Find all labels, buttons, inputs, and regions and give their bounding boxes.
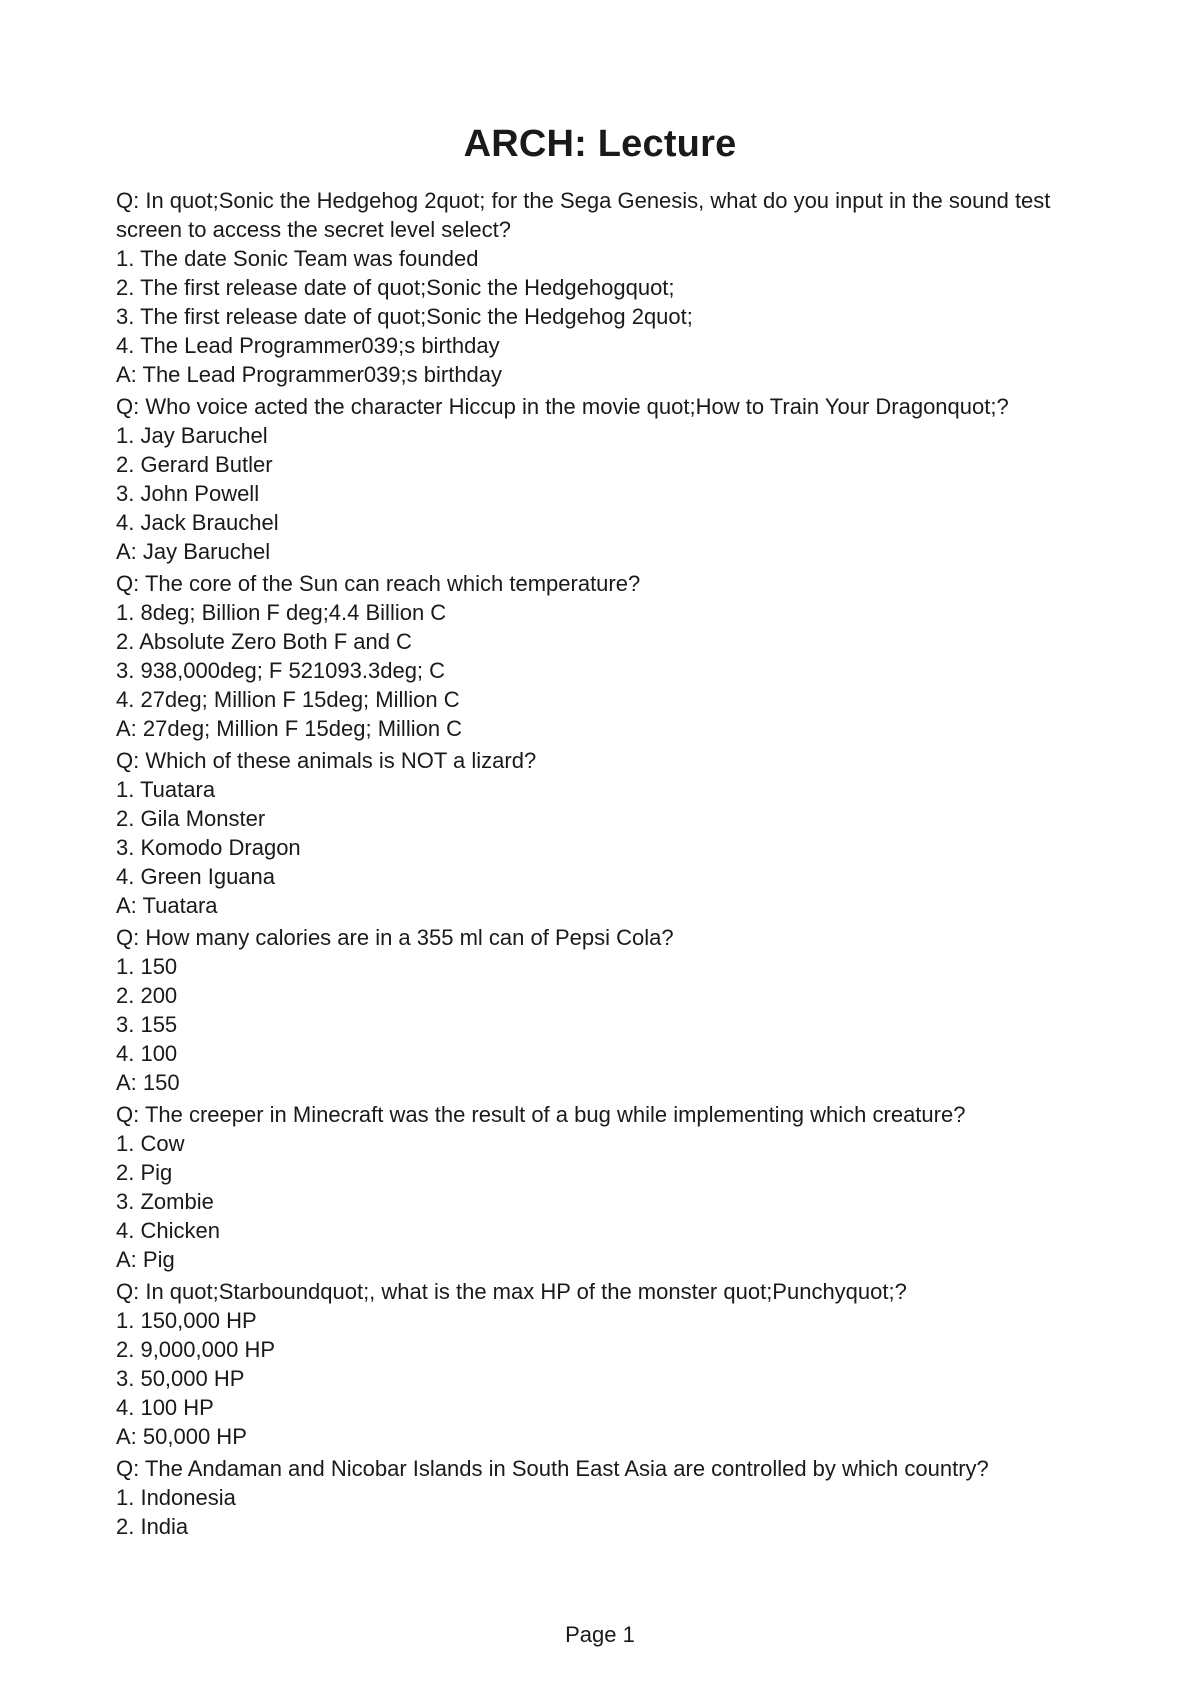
answer-option: 1. Cow: [116, 1131, 185, 1156]
correct-answer: A: The Lead Programmer039;s birthday: [116, 362, 503, 387]
answer-option: 4. 100: [116, 1041, 178, 1066]
question-text: Q: In quot;Starboundquot;, what is the max HP of the monster quot;Punchyquot;?: [116, 1279, 907, 1304]
answer-option: 1. Jay Baruchel: [116, 423, 268, 448]
answer-option: 3. 938,000deg; F 521093.3deg; C: [116, 658, 446, 683]
question-text: Q: The creeper in Minecraft was the result of a bug while implementing which creature?: [116, 1102, 966, 1127]
correct-answer: A: Tuatara: [116, 893, 218, 918]
qa-block: [116, 569, 1096, 743]
qa-list: [116, 186, 1096, 1541]
answer-option: 1. Tuatara: [116, 777, 216, 802]
answer-option: 3. John Powell: [116, 481, 260, 506]
qa-block: [116, 1100, 1096, 1274]
answer-option: 3. The first release date of quot;Sonic the Hedgehog 2quot;: [116, 304, 693, 329]
correct-answer: A: 27deg; Million F 15deg; Million C: [116, 716, 463, 741]
answer-option: 2. Gila Monster: [116, 806, 266, 831]
question-text: Q: How many calories are in a 355 ml can of Pepsi Cola?: [116, 925, 674, 950]
correct-answer: A: Pig: [116, 1247, 175, 1272]
qa-block: [116, 923, 1096, 1097]
answer-option: 1. 150,000 HP: [116, 1308, 257, 1333]
answer-option: 4. Jack Brauchel: [116, 510, 279, 535]
answer-option: 1. Indonesia: [116, 1485, 236, 1510]
qa-block: [116, 1454, 1096, 1541]
page-number: Page 1: [565, 1622, 635, 1647]
qa-block: [116, 746, 1096, 920]
answer-option: 3. Komodo Dragon: [116, 835, 301, 860]
answer-option: 2. Pig: [116, 1160, 173, 1185]
answer-option: 4. The Lead Programmer039;s birthday: [116, 333, 500, 358]
answer-option: 4. 100 HP: [116, 1395, 214, 1420]
answer-option: 3. 155: [116, 1012, 178, 1037]
document-title: ARCH: Lecture: [463, 123, 737, 165]
answer-option: 4. Chicken: [116, 1218, 220, 1243]
question-text: Q: Which of these animals is NOT a lizard?: [116, 748, 537, 773]
correct-answer: A: Jay Baruchel: [116, 539, 271, 564]
correct-answer: A: 150: [116, 1070, 180, 1095]
question-text: Q: Who voice acted the character Hiccup in the movie quot;How to Train Your Dragonquot;?: [116, 394, 1009, 419]
answer-option: 2. Absolute Zero Both F and C: [116, 629, 412, 654]
answer-option: 2. 9,000,000 HP: [116, 1337, 276, 1362]
qa-block: [116, 1277, 1096, 1451]
answer-option: 1. 8deg; Billion F deg;4.4 Billion C: [116, 600, 447, 625]
answer-option: 4. Green Iguana: [116, 864, 276, 889]
question-text: Q: The Andaman and Nicobar Islands in South East Asia are controlled by which country?: [116, 1456, 989, 1481]
answer-option: 3. 50,000 HP: [116, 1366, 245, 1391]
answer-option: 3. Zombie: [116, 1189, 214, 1214]
correct-answer: A: 50,000 HP: [116, 1424, 247, 1449]
answer-option: 2. India: [116, 1514, 189, 1539]
answer-option: 1. The date Sonic Team was founded: [116, 246, 479, 271]
qa-block: [116, 392, 1096, 566]
question-text: Q: In quot;Sonic the Hedgehog 2quot; for the Sega Genesis, what do you input in the sound test screen to access the secret level select?: [116, 188, 1051, 242]
qa-block: [116, 186, 1096, 389]
question-text: Q: The core of the Sun can reach which temperature?: [116, 571, 641, 596]
answer-option: 2. The first release date of quot;Sonic the Hedgehogquot;: [116, 275, 675, 300]
answer-option: 1. 150: [116, 954, 178, 979]
answer-option: 2. 200: [116, 983, 178, 1008]
answer-option: 4. 27deg; Million F 15deg; Million C: [116, 687, 460, 712]
answer-option: 2. Gerard Butler: [116, 452, 273, 477]
